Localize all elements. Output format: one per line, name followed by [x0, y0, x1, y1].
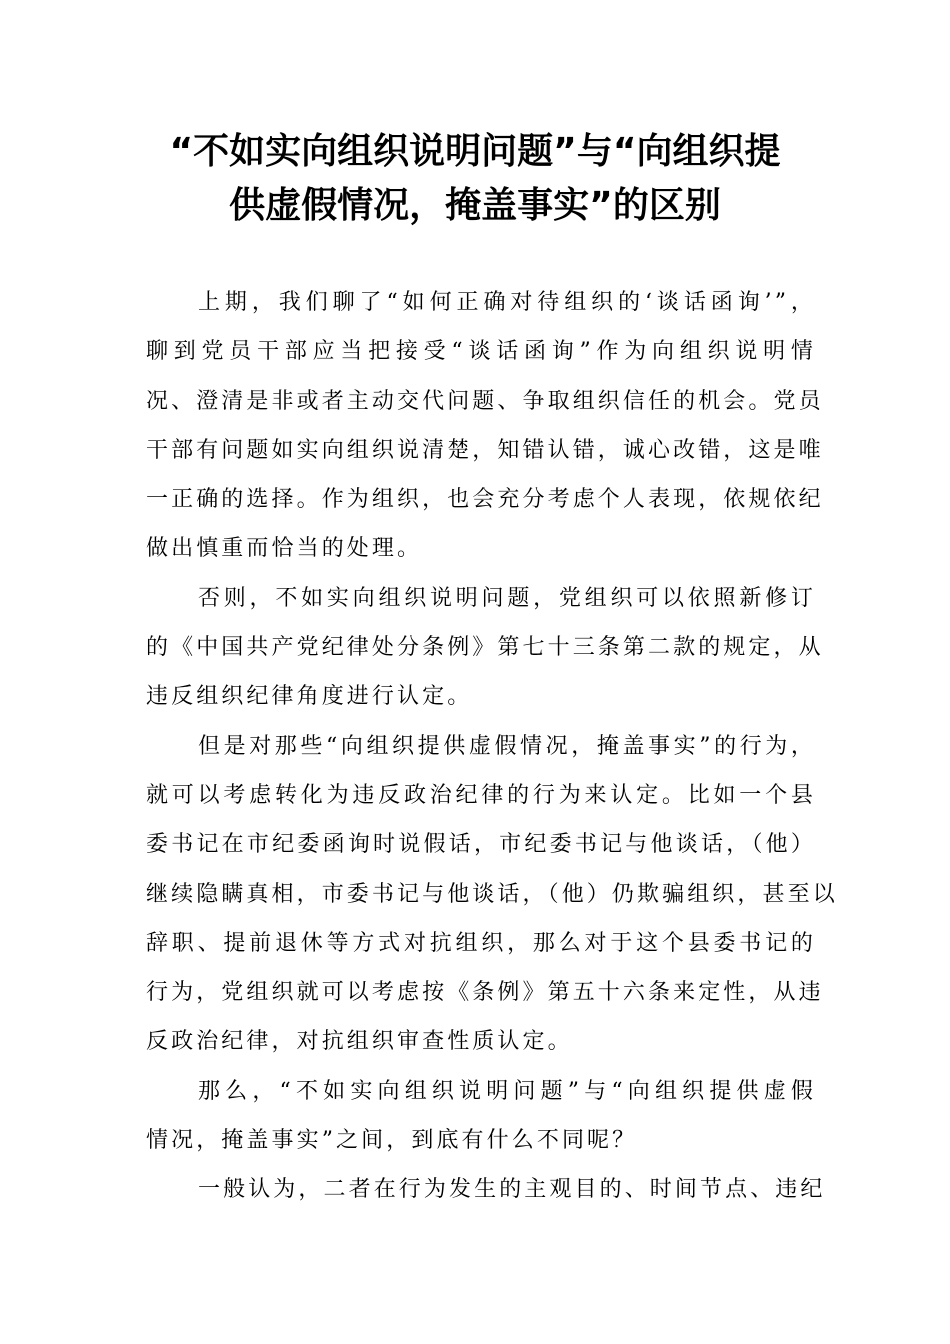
paragraph-2-line-1: 否则，不如实向组织说明问题，党组织可以依照新修订 [198, 585, 816, 611]
paragraph-1-line-2: 聊到党员干部应当把接受“谈话函询”作为向组织说明情 [146, 339, 816, 365]
paragraph-3-line-4: 继续隐瞒真相，市委书记与他谈话，（他）仍欺骗组织，甚至以 [146, 881, 838, 907]
paragraph-3-line-7: 反政治纪律，对抗组织审查性质认定。 [146, 1029, 573, 1055]
paragraph-1-line-3: 况、澄清是非或者主动交代问题、争取组织信任的机会。党员 [146, 388, 824, 414]
paragraph-1-line-5: 一正确的选择。作为组织，也会充分考虑个人表现，依规依纪 [146, 487, 824, 513]
paragraph-3-line-1: 但是对那些“向组织提供虚假情况，掩盖事实”的行为， [198, 733, 816, 759]
paragraph-1-line-6: 做出慎重而恰当的处理。 [146, 536, 423, 562]
paragraph-3-line-6: 行为，党组织就可以考虑按《条例》第五十六条来定性，从违 [146, 980, 824, 1006]
document-title-line-2: 供虚假情况，掩盖事实”的区别 [229, 185, 721, 226]
paragraph-4-line-1: 那么，“不如实向组织说明问题”与“向组织提供虚假 [198, 1078, 816, 1104]
paragraph-5-line-1: 一般认为，二者在行为发生的主观目的、时间节点、违纪 [198, 1177, 826, 1203]
paragraph-1-line-4: 干部有问题如实向组织说清楚，知错认错，诚心改错，这是唯 [146, 437, 824, 463]
paragraph-3-line-2: 就可以考虑转化为违反政治纪律的行为来认定。比如一个县 [146, 782, 816, 808]
paragraph-3-line-3: 委书记在市纪委函询时说假话，市纪委书记与他谈话，（他） [146, 832, 816, 858]
paragraph-1-line-1: 上期，我们聊了“如何正确对待组织的‘谈话函询’”， [198, 290, 816, 315]
paragraph-3-line-5: 辞职、提前退休等方式对抗组织，那么对于这个县委书记的 [146, 930, 816, 956]
document-body [146, 278, 838, 1215]
paragraph-2-line-3: 违反组织纪律角度进行认定。 [146, 684, 473, 710]
paragraph-4-line-2: 情况，掩盖事实”之间，到底有什么不同呢？ [146, 1128, 638, 1154]
document-title-line-1: “不如实向组织说明问题”与“向组织提 [169, 131, 781, 172]
paragraph-2-line-2: 的《中国共产党纪律处分条例》第七十三条第二款的规定，从 [146, 635, 824, 661]
